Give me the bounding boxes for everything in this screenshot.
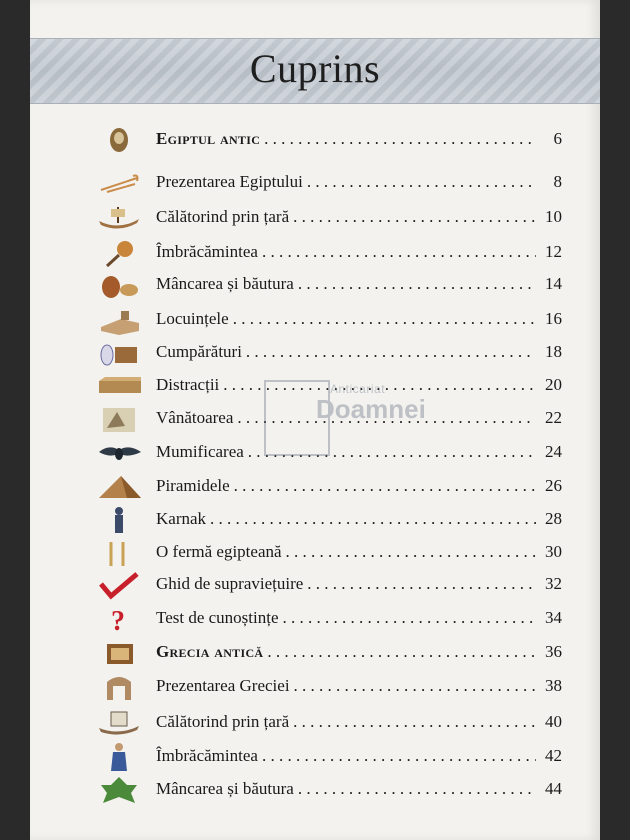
watermark-small-text: Anticariat [330, 382, 386, 396]
toc-entry [156, 712, 562, 732]
toc-entry [156, 574, 562, 594]
toc-section-entry [156, 129, 562, 149]
toc-row [30, 168, 600, 198]
entry-page-number: 32 [545, 574, 562, 593]
toc-entry [156, 509, 562, 529]
toc-row [30, 371, 600, 401]
entry-label: Vânătoarea [156, 408, 234, 427]
red-checkmark-icon [94, 570, 144, 600]
greek-figure-icon [94, 742, 144, 772]
entry-label: Prezentarea Greciei [156, 676, 290, 695]
toc-row [30, 672, 600, 702]
dot-leader [237, 408, 536, 428]
toc-row [30, 604, 600, 637]
toc-entry [156, 408, 562, 428]
dot-leader [262, 746, 536, 766]
greek-mosaic-icon [94, 638, 144, 668]
toc-entry [156, 242, 562, 262]
dot-leader [293, 207, 536, 227]
toc-entry [156, 207, 562, 227]
toc-row [30, 570, 600, 600]
toc-entry [156, 746, 562, 766]
entry-label: O fermă egipteană [156, 542, 282, 561]
dot-leader [234, 476, 536, 496]
entry-page-number: 10 [545, 207, 562, 226]
toc-row [30, 404, 600, 434]
entry-label: Îmbrăcămintea [156, 242, 258, 261]
entry-page-number: 24 [545, 442, 562, 461]
entry-label: Îmbrăcămintea [156, 746, 258, 765]
dot-leader [307, 172, 536, 192]
toc-row [30, 338, 600, 368]
entry-page-number: 38 [545, 676, 562, 695]
toc-row [30, 305, 600, 335]
winged-scarab-icon [94, 438, 144, 468]
entry-label: Călătorind prin țară [156, 207, 290, 226]
entry-page-number: 26 [545, 476, 562, 495]
entry-label: Mâncarea și băutura [156, 779, 294, 798]
entry-label: Locuințele [156, 309, 229, 328]
hand-mirror-icon [94, 238, 144, 268]
toc-entry [156, 172, 562, 192]
entry-label: Egiptul antic [156, 129, 261, 148]
entry-label: Prezentarea Egiptului [156, 172, 303, 191]
dot-leader [293, 712, 536, 732]
red-question-mark-icon [94, 604, 144, 637]
entry-label: Piramidele [156, 476, 230, 495]
dot-leader [298, 274, 536, 294]
entry-page-number: 22 [545, 408, 562, 427]
entry-page-number: 8 [553, 172, 562, 191]
toc-entry [156, 375, 562, 395]
dot-leader [262, 242, 536, 262]
dot-leader [264, 129, 536, 149]
dot-leader [294, 676, 536, 696]
dot-leader [246, 342, 536, 362]
dot-leader [307, 574, 536, 594]
toc-row [30, 538, 600, 568]
dot-leader [233, 309, 536, 329]
toc-entry [156, 442, 562, 462]
house-model-icon [94, 305, 144, 335]
entry-label: Test de cunoștințe [156, 608, 279, 627]
entry-page-number: 28 [545, 509, 562, 528]
senet-board-game-icon [94, 371, 144, 401]
entry-page-number: 40 [545, 712, 562, 731]
greek-ship-icon [94, 708, 144, 738]
dot-leader [298, 779, 536, 799]
entry-page-number: 44 [545, 779, 562, 798]
greek-gateway-icon [94, 672, 144, 702]
toc-entry [156, 542, 562, 562]
dot-leader [286, 542, 536, 562]
egyptian-statue-head-icon [94, 125, 144, 155]
toc-entry [156, 608, 562, 628]
entry-label: Cumpărături [156, 342, 242, 361]
egyptian-figure-icon [94, 505, 144, 535]
dot-leader [210, 509, 536, 529]
toc-entry [156, 676, 562, 696]
toc-row [30, 270, 600, 300]
table-of-contents [30, 0, 600, 840]
toc-row [30, 505, 600, 535]
toc-row [30, 438, 600, 468]
toc-row [30, 742, 600, 772]
toc-row [30, 472, 600, 502]
entry-label: Distracții [156, 375, 220, 394]
entry-page-number: 14 [545, 274, 562, 293]
entry-label: Călătorind prin țară [156, 712, 290, 731]
wheat-icon [94, 538, 144, 568]
book-page [30, 0, 600, 840]
toc-entry [156, 309, 562, 329]
toc-section-entry [156, 642, 562, 662]
toc-row [30, 125, 600, 155]
crook-and-flail-icon [94, 168, 144, 198]
toc-row [30, 638, 600, 668]
entry-label: Ghid de supraviețuire [156, 574, 304, 593]
hunting-scene-icon [94, 404, 144, 434]
pottery-jar-icon [94, 270, 144, 300]
entry-page-number: 18 [545, 342, 562, 361]
dot-leader [283, 608, 536, 628]
toc-entry [156, 342, 562, 362]
entry-label: Mumificarea [156, 442, 244, 461]
toc-row [30, 708, 600, 738]
entry-page-number: 34 [545, 608, 562, 627]
dot-leader [248, 442, 536, 462]
entry-page-number: 16 [545, 309, 562, 328]
entry-page-number: 20 [545, 375, 562, 394]
nile-boat-icon [94, 203, 144, 233]
vase-and-chest-icon [94, 338, 144, 368]
svg-text:?: ? [111, 606, 125, 637]
entry-page-number: 30 [545, 542, 562, 561]
toc-entry [156, 779, 562, 799]
toc-row [30, 203, 600, 233]
toc-row [30, 775, 600, 805]
entry-page-number: 42 [545, 746, 562, 765]
dot-leader [267, 642, 536, 662]
pyramid-icon [94, 472, 144, 502]
entry-page-number: 6 [553, 129, 562, 148]
toc-row [30, 238, 600, 268]
dot-leader [223, 375, 536, 395]
page-title: Cuprins [249, 46, 381, 91]
toc-entry [156, 476, 562, 496]
grape-leaf-icon [94, 775, 144, 805]
watermark-big-text: Doamnei [316, 394, 426, 424]
entry-page-number: 12 [545, 242, 562, 261]
entry-label: Mâncarea și băutura [156, 274, 294, 293]
entry-label: Karnak [156, 509, 207, 528]
entry-page-number: 36 [545, 642, 562, 661]
toc-entry [156, 274, 562, 294]
entry-label: Grecia antică [156, 642, 264, 661]
